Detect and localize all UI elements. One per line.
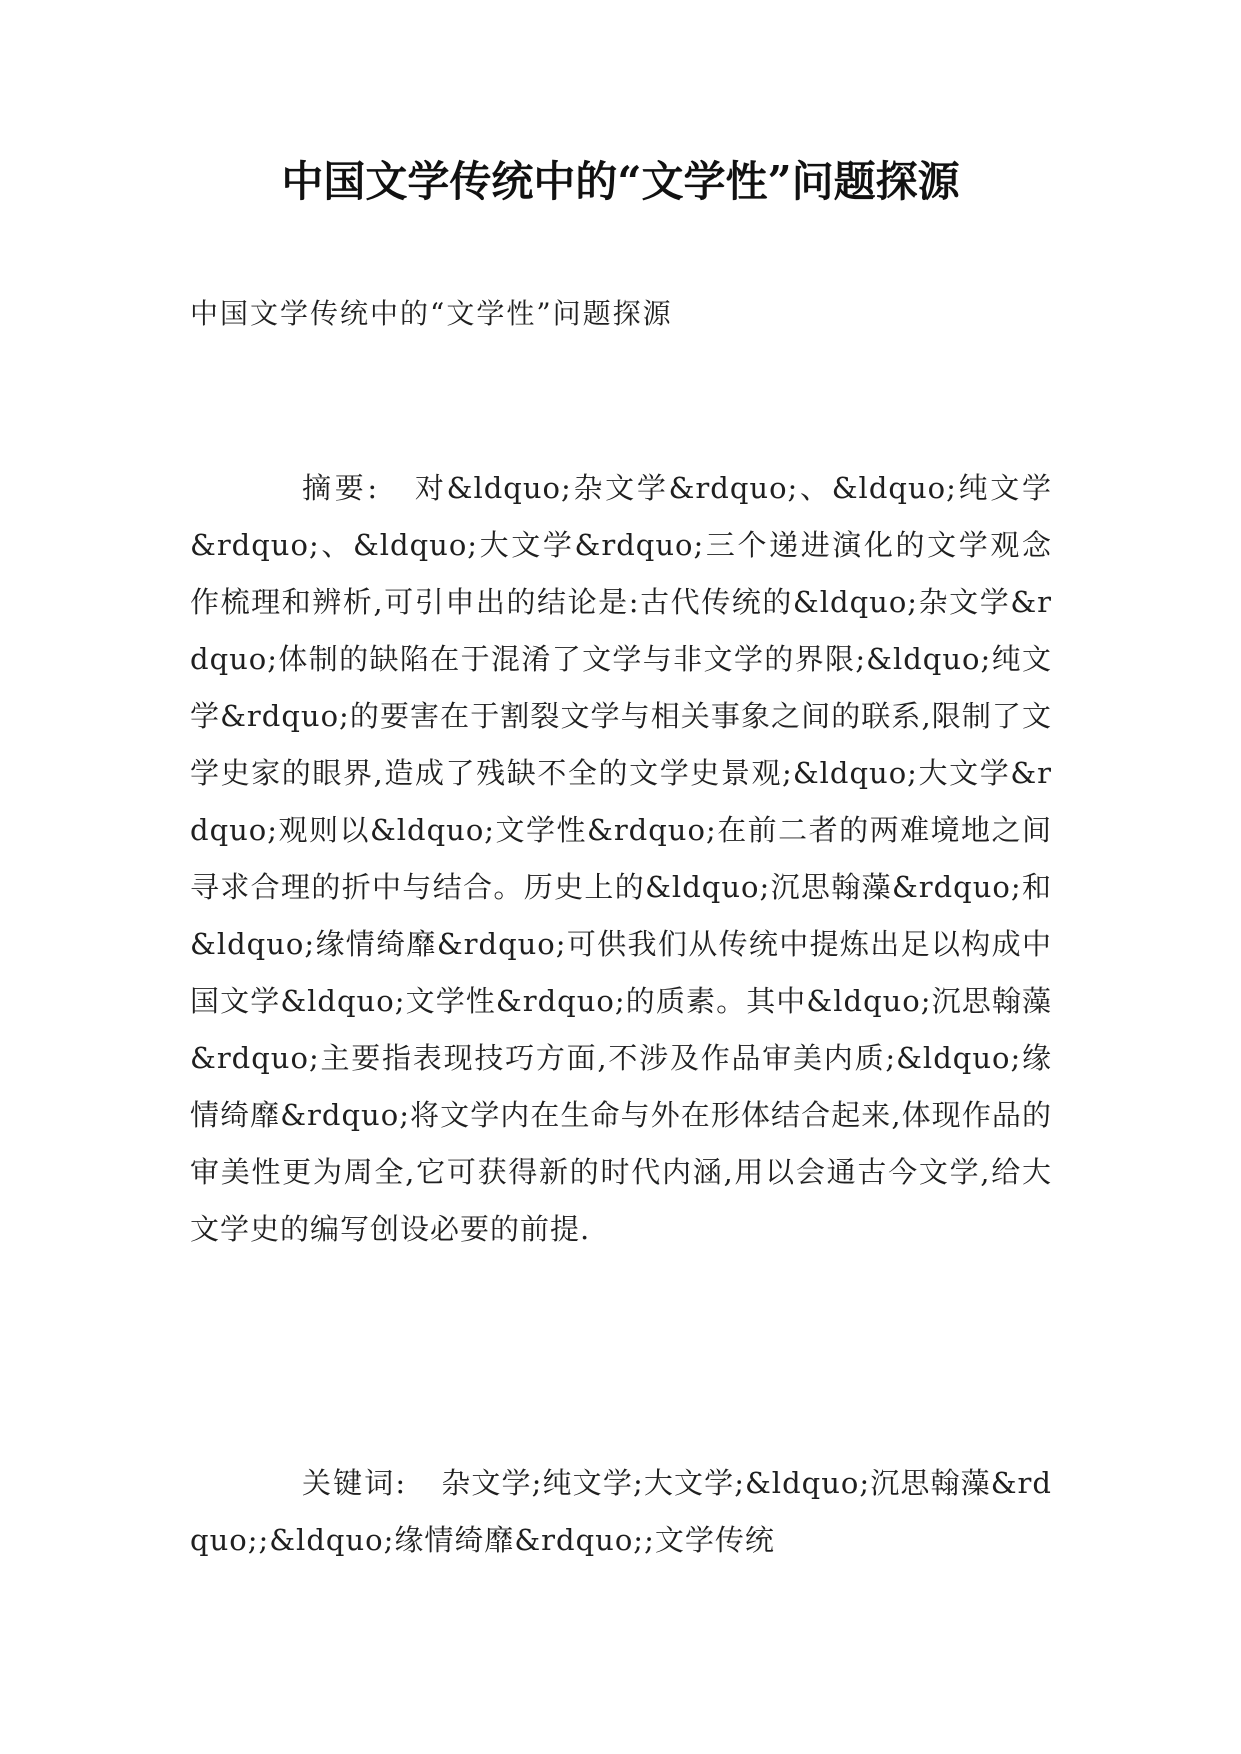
document-title: 中国文学传统中的“文学性”问题探源	[281, 157, 960, 206]
keywords-text: 杂文学;纯文学;大文学;&ldquo;沉思翰藻&rdquo;;&ldquo;缘情绮靡&rdquo;;文学传统	[190, 1466, 1052, 1557]
document-subtitle: 中国文学传统中的“文学性”问题探源	[190, 297, 673, 330]
abstract-paragraph	[190, 460, 1052, 1258]
keywords-label: 关键词:	[302, 1466, 408, 1500]
abstract-text: 对&ldquo;杂文学&rdquo;、&ldquo;纯文学&rdquo;、&ldquo;大文学&rdquo;三个递进演化的文学观念作梳理和辨析,可引申出的结论是:古代传统的&ldquo;杂文学&rdquo;体制的缺陷在于混淆了文学与非文学的界限;&ldquo;纯文学&rdquo;的要害在于割裂文学与相关事象之间的联系,限制了文学史家的眼界,造成了残缺不全的文学史景观;&ldquo;大文学&rdquo;观则以&ldquo;文学性&rdquo;在前二者的两难境地之间寻求合理的折中与结合。历史上的&ldquo;沉思翰藻&rdquo;和&ldquo;缘情绮靡&rdquo;可供我们从传统中提炼出足以构成中国文学&ldquo;文学性&rdquo;的质素。其中&ldquo;沉思翰藻&rdquo;主要指表现技巧方面,不涉及作品审美内质;&ldquo;缘情绮靡&rdquo;将文学内在生命与外在形体结合起来,体现作品的审美性更为周全,它可获得新的时代内涵,用以会通古今文学,给大文学史的编写创设必要的前提.	[190, 471, 1052, 1246]
abstract-label: 摘要:	[302, 471, 380, 505]
keywords-paragraph	[190, 1455, 1052, 1569]
